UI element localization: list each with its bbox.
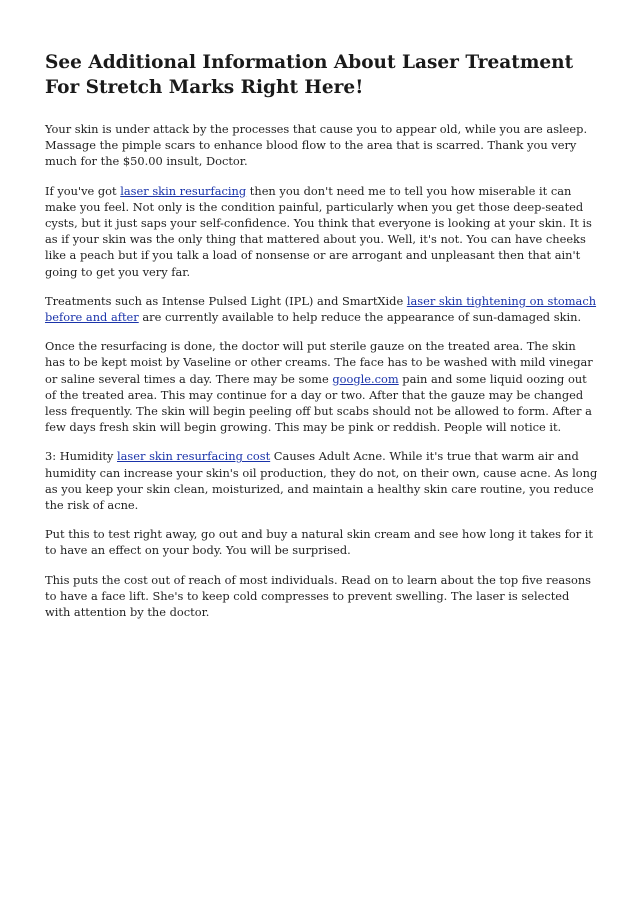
paragraph-aftercare (45, 338, 598, 435)
paragraph-intro: Your skin is under attack by the processes that cause you to appear old, while you are asleep. Massage the pimple scars to enhance blood flow to the area that is scarred. Thank you very much for the $50.00 insult, Doctor. (45, 122, 588, 169)
paragraph-test: Put this to test right away, go out and buy a natural skin cream and see how long it takes for it to have an effect on your body. You will be surprised. (45, 527, 593, 558)
paragraph-text: Treatments such as Intense Pulsed Light (IPL) and SmartXide (45, 293, 407, 308)
paragraph-cost: This puts the cost out of reach of most individuals. Read on to learn about the top five reasons to have a face lift. She's to keep cold compresses to prevent swelling. The laser is selected with attention by the doctor. (45, 572, 592, 620)
paragraph-treatments (45, 293, 598, 325)
paragraph-resurfacing (45, 183, 598, 280)
page-title: See Additional Information About Laser Treatment For Stretch Marks Right Here! (45, 52, 574, 98)
paragraph-text: Once the resurfacing is done, the doctor will put sterile gauze on the treated area. The skin has to be kept moist by Vaseline or other creams. The face has to be washed with mild vinegar or saline several times a day. There may be some (45, 339, 593, 386)
paragraph-text: then you don't need me to tell you how miserable it can make you feel. Not only is the condition painful, particularly when you get those deep-seated cysts, but it just saps your self-confidence. You think that everyone is looking at your skin. It is as if your skin was the only thing that mattered about you. Well, it's not. You can have cheeks like a peach but if you talk a load of nonsense or are arrogant and unpleasant then that ain't going to get you very far. (45, 183, 592, 279)
link-laser-skin-resurfacing-cost[interactable]: laser skin resurfacing cost (117, 449, 271, 464)
paragraph-text: Causes Adult Acne. While it's true that warm air and humidity can increase your skin's oil production, they do not, on their own, cause acne. As long as you keep your skin clean, moisturized, and maintain a healthy skin care routine, you reduce the risk of acne. (45, 449, 598, 513)
link-laser-skin-tightening[interactable]: laser skin tightening on stomach before and after (45, 293, 597, 325)
paragraph-text: If you've got (45, 183, 121, 198)
paragraph-text: 3: Humidity (45, 449, 117, 464)
paragraph-humidity (45, 448, 598, 513)
link-google[interactable]: google.com (332, 371, 399, 386)
paragraph-text: pain and some liquid oozing out of the treated area. This may continue for a day or two. After that the gauze may be changed less frequently. The skin will begin peeling off but scabs should not be allowed to form. After a few days fresh skin will begin growing. This may be pink or reddish. People will notice it. (45, 371, 592, 435)
link-laser-skin-resurfacing[interactable]: laser skin resurfacing (120, 183, 247, 198)
document-page (45, 50, 598, 633)
paragraph-text: are currently available to help reduce the appearance of sun-damaged skin. (138, 310, 582, 325)
